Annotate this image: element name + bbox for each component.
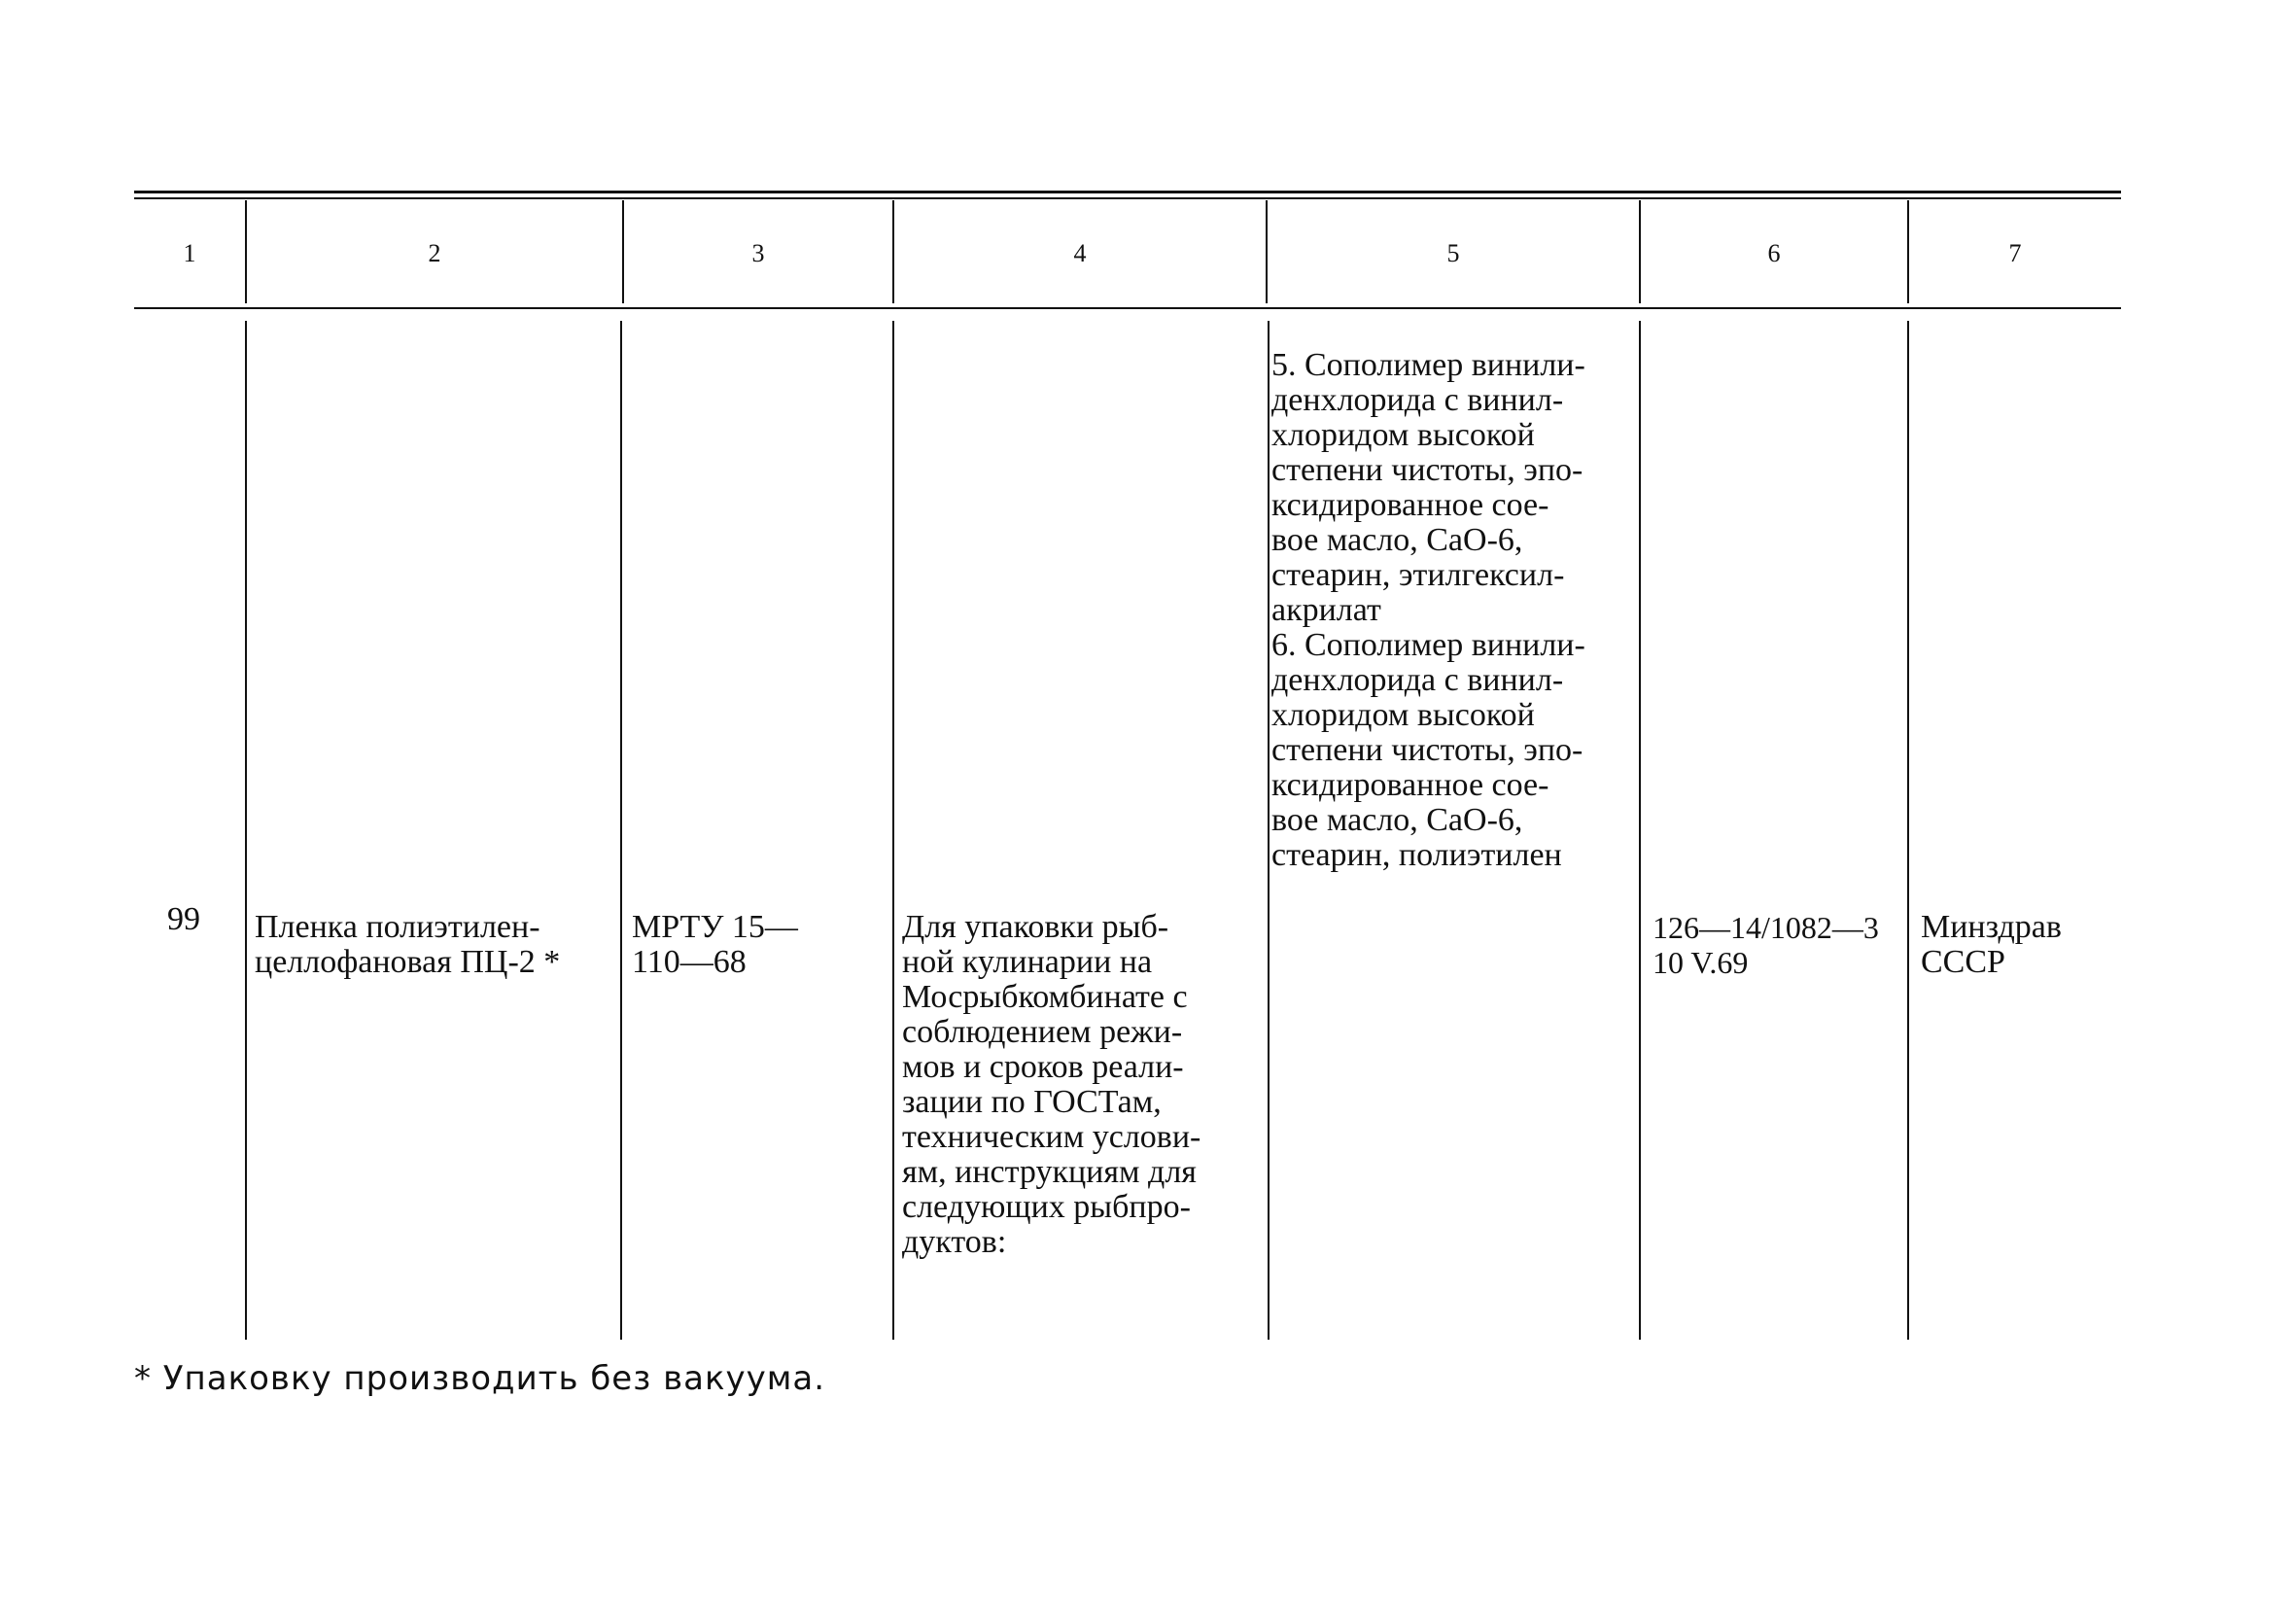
footnote: * Упаковку производить без вакуума.: [134, 1359, 826, 1398]
issuing-authority: Минздрав СССР: [1921, 909, 2062, 980]
standard-designation: МРТУ 15— 110—68: [632, 909, 798, 980]
column-header-1: 1: [183, 239, 196, 267]
column-header-6: 6: [1767, 239, 1781, 267]
column-header-4: 4: [1073, 239, 1087, 267]
column-header-7: 7: [2008, 239, 2022, 267]
header-bottom-rule: [134, 307, 2121, 309]
column-divider: [620, 321, 622, 1340]
column-divider: [1639, 321, 1641, 1340]
purpose-description: Для упаковки рыб- ной кулинарии на Мосрыбкомбинате с соблюдением режи- мов и сроков реали- зации по ГОСТам, техническим услови- ям, инструкциям для следующих рыбпро- дуктов:: [902, 909, 1201, 1260]
row-number: 99: [167, 901, 200, 937]
column-header-5: 5: [1446, 239, 1460, 267]
column-divider: [1907, 321, 1909, 1340]
column-divider: [245, 321, 247, 1340]
column-divider: [892, 321, 894, 1340]
composition-description: 5. Сополимер винили- денхлорида с винил- хлоридом высокой степени чистоты, эпо- ксидированное сое- вое масло, СаО-6, стеарин, этилгексил- акрилат 6. Сополимер винили- денхлорида с винил- хлоридом высокой степени чистоты, эпо- ксидированное сое- вое масло, СаО-6, стеарин, полиэтилен: [1271, 347, 1585, 873]
column-header-2: 2: [428, 239, 441, 267]
table-top-rule-inner: [134, 197, 2121, 199]
permit-number: 126—14/1082—3 10 V.69: [1652, 910, 1879, 980]
table-top-rule: [134, 191, 2121, 193]
column-divider: [1268, 321, 1270, 1340]
column-header-3: 3: [751, 239, 765, 267]
product-name: Пленка полиэтилен- целлофановая ПЦ-2 *: [255, 909, 561, 980]
